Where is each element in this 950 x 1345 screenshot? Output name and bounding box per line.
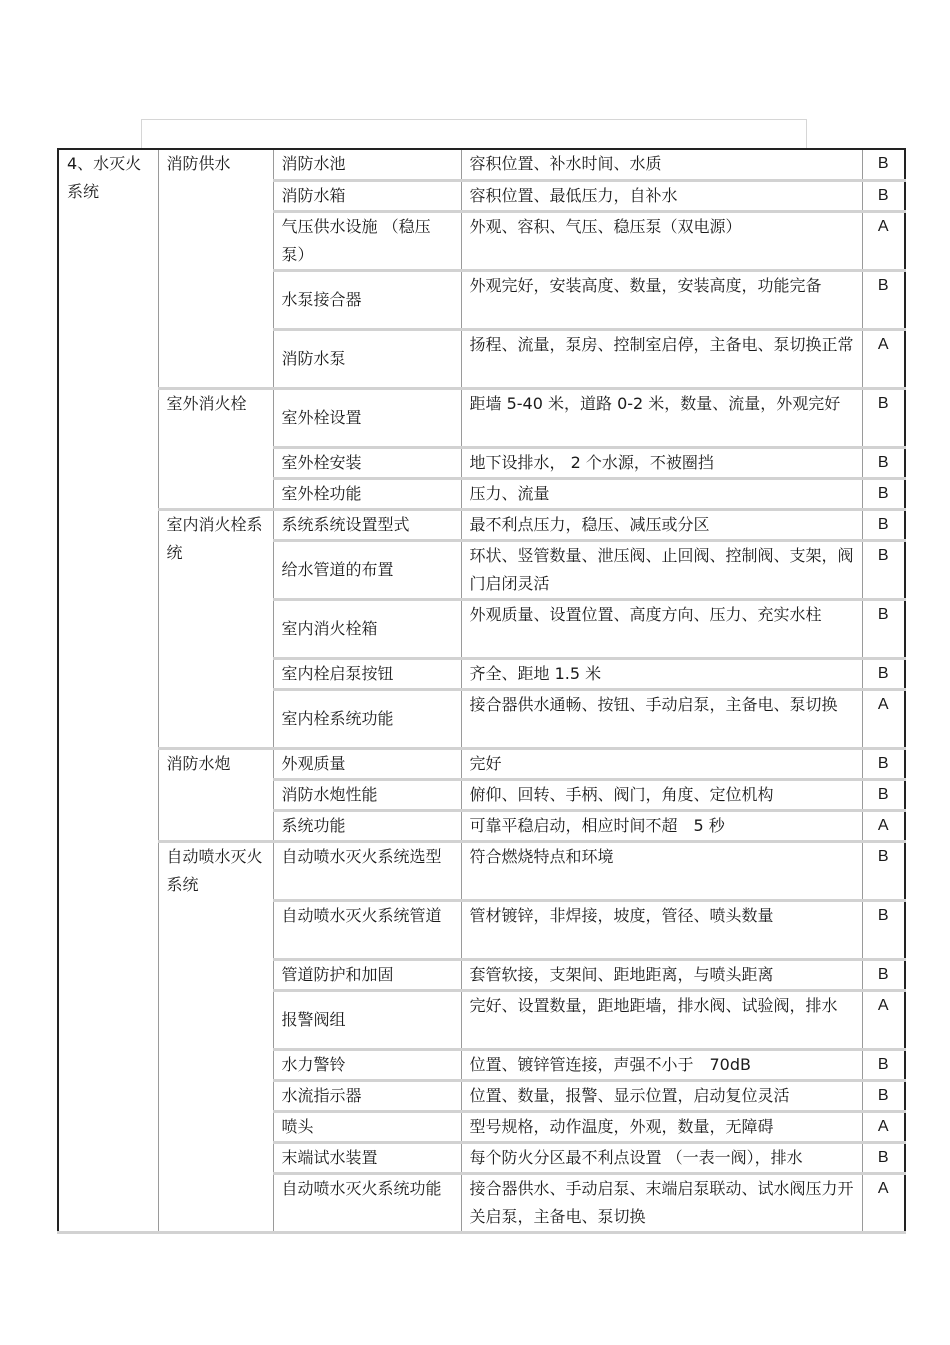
content-cell: 位置、镀锌管连接，声强不小于 70dB <box>461 1049 862 1080</box>
level-cell: B <box>862 149 905 180</box>
item-cell: 水泵接合器 <box>273 270 461 329</box>
level-cell: B <box>862 599 905 658</box>
item-cell: 自动喷水灭火系统管道 <box>273 900 461 959</box>
content-cell: 每个防火分区最不利点设置 （一表一阀），排水 <box>461 1142 862 1173</box>
content-cell: 外观、容积、气压、稳压泵（双电源） <box>461 211 862 270</box>
table-row <box>58 388 905 447</box>
subsystem-cell: 消防供水 <box>158 149 273 388</box>
item-cell: 自动喷水灭火系统选型 <box>273 841 461 900</box>
inspection-table <box>57 148 906 1234</box>
item-cell: 消防水箱 <box>273 180 461 211</box>
level-cell: B <box>862 388 905 447</box>
item-cell: 外观质量 <box>273 748 461 779</box>
item-cell: 系统系统设置型式 <box>273 509 461 540</box>
content-cell: 符合燃烧特点和环境 <box>461 841 862 900</box>
content-cell: 最不利点压力，稳压、减压或分区 <box>461 509 862 540</box>
level-cell: B <box>862 1049 905 1080</box>
item-cell: 消防水泵 <box>273 329 461 388</box>
item-cell: 报警阀组 <box>273 990 461 1049</box>
content-cell: 完好、设置数量，距地距墙，排水阀、试验阀，排水 <box>461 990 862 1049</box>
content-cell: 型号规格，动作温度，外观，数量，无障碍 <box>461 1111 862 1142</box>
level-cell: B <box>862 270 905 329</box>
item-cell: 给水管道的布置 <box>273 540 461 599</box>
table-row <box>58 149 905 180</box>
level-cell: A <box>862 990 905 1049</box>
content-cell: 接合器供水通畅、按钮、手动启泵，主备电、泵切换 <box>461 689 862 748</box>
content-cell: 环状、竖管数量、泄压阀、止回阀、控制阀、支架，阀门启闭灵活 <box>461 540 862 599</box>
table-row <box>58 841 905 900</box>
level-cell: A <box>862 689 905 748</box>
level-cell: A <box>862 1111 905 1142</box>
item-cell: 室内栓系统功能 <box>273 689 461 748</box>
table-row <box>58 509 905 540</box>
level-cell: A <box>862 810 905 841</box>
item-cell: 管道防护和加固 <box>273 959 461 990</box>
level-cell: B <box>862 841 905 900</box>
item-cell: 室内栓启泵按钮 <box>273 658 461 689</box>
level-cell: B <box>862 180 905 211</box>
level-cell: B <box>862 779 905 810</box>
item-cell: 室外栓安装 <box>273 447 461 478</box>
item-cell: 自动喷水灭火系统功能 <box>273 1173 461 1232</box>
level-cell: A <box>862 211 905 270</box>
content-cell: 接合器供水、手动启泵、末端启泵联动、试水阀压力开关启泵，主备电、泵切换 <box>461 1173 862 1232</box>
item-cell: 室内消火栓箱 <box>273 599 461 658</box>
content-cell: 位置、数量，报警、显示位置，启动复位灵活 <box>461 1080 862 1111</box>
level-cell: B <box>862 1142 905 1173</box>
subsystem-cell: 室内消火栓系统 <box>158 509 273 748</box>
subsystem-cell: 室外消火栓 <box>158 388 273 509</box>
level-cell: A <box>862 329 905 388</box>
item-cell: 末端试水装置 <box>273 1142 461 1173</box>
content-cell: 扬程、流量，泵房、控制室启停，主备电、泵切换正常 <box>461 329 862 388</box>
item-cell: 水力警铃 <box>273 1049 461 1080</box>
content-cell: 套管软接，支架间、距地距离，与喷头距离 <box>461 959 862 990</box>
content-cell: 完好 <box>461 748 862 779</box>
item-cell: 消防水炮性能 <box>273 779 461 810</box>
content-cell: 距墙 5-40 米，道路 0-2 米，数量、流量，外观完好 <box>461 388 862 447</box>
content-cell: 容积位置、最低压力，自补水 <box>461 180 862 211</box>
system-cell: 4、水灭火系统 <box>58 149 158 1232</box>
level-cell: B <box>862 1080 905 1111</box>
header-strip <box>141 119 807 148</box>
content-cell: 容积位置、补水时间、水质 <box>461 149 862 180</box>
content-cell: 外观质量、设置位置、高度方向、压力、充实水柱 <box>461 599 862 658</box>
content-cell: 外观完好，安装高度、数量，安装高度，功能完备 <box>461 270 862 329</box>
level-cell: B <box>862 658 905 689</box>
level-cell: A <box>862 1173 905 1232</box>
content-cell: 压力、流量 <box>461 478 862 509</box>
content-cell: 管材镀锌，非焊接，坡度，管径、喷头数量 <box>461 900 862 959</box>
item-cell: 气压供水设施 （稳压泵） <box>273 211 461 270</box>
subsystem-cell: 消防水炮 <box>158 748 273 841</box>
level-cell: B <box>862 478 905 509</box>
level-cell: B <box>862 509 905 540</box>
level-cell: B <box>862 959 905 990</box>
content-cell: 地下设排水， 2 个水源，不被圈挡 <box>461 447 862 478</box>
item-cell: 室外栓设置 <box>273 388 461 447</box>
level-cell: B <box>862 540 905 599</box>
subsystem-cell: 自动喷水灭火系统 <box>158 841 273 1232</box>
item-cell: 室外栓功能 <box>273 478 461 509</box>
item-cell: 水流指示器 <box>273 1080 461 1111</box>
content-cell: 可靠平稳启动，相应时间不超 5 秒 <box>461 810 862 841</box>
item-cell: 系统功能 <box>273 810 461 841</box>
item-cell: 消防水池 <box>273 149 461 180</box>
item-cell: 喷头 <box>273 1111 461 1142</box>
level-cell: B <box>862 900 905 959</box>
table-row <box>58 748 905 779</box>
level-cell: B <box>862 447 905 478</box>
content-cell: 齐全、距地 1.5 米 <box>461 658 862 689</box>
content-cell: 俯仰、回转、手柄、阀门，角度、定位机构 <box>461 779 862 810</box>
level-cell: B <box>862 748 905 779</box>
